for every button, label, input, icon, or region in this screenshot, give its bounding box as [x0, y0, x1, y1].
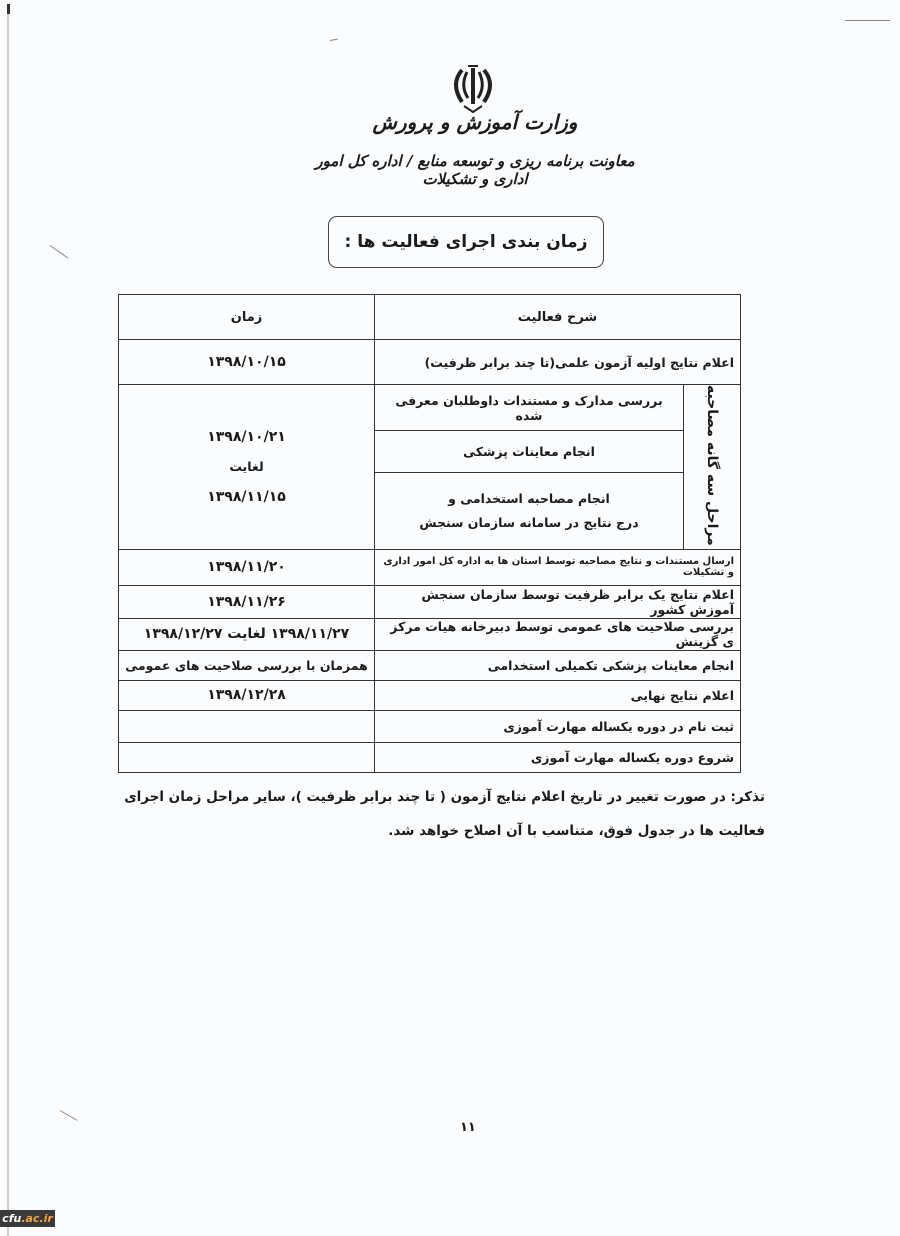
interview-until-label: لغایت [229, 458, 264, 474]
activity-cell: ثبت نام در دوره یکساله مهارت آموزی [375, 710, 741, 742]
time-cell: ۱۳۹۸/۱۲/۲۸ [119, 680, 375, 710]
table-row [119, 650, 741, 680]
activity-cell: بررسی مدارک و مستندات داوطلبان معرفی شده [375, 385, 684, 431]
note-paragraph [115, 780, 765, 848]
interview-from-date: ۱۳۹۸/۱۰/۲۱ [207, 428, 286, 445]
table-row [119, 680, 741, 710]
site-watermark: cfu .ac.ir [0, 1210, 55, 1227]
time-cell [119, 742, 375, 772]
table-row [119, 710, 741, 742]
note-text: در صورت تغییر در تاریخ اعلام نتایج آزمون ( تا چند برابر ظرفیت )، سایر مراحل زمان اجرای فعالیت ها در جدول فوق، متناسب با آن اصلاح خواهد شد. [124, 789, 765, 839]
header-activity: شرح فعالیت [375, 295, 741, 340]
interview-time-cell [119, 385, 375, 550]
scan-edge [7, 4, 9, 1236]
table-header-row [119, 295, 741, 340]
scan-mark [60, 1110, 78, 1121]
table-row [119, 340, 741, 385]
ministry-name: وزارت آموزش و پرورش [372, 110, 578, 134]
activity-cell: انجام معاینات پزشکی [375, 431, 684, 473]
scan-mark [845, 20, 890, 21]
table-row [119, 585, 741, 618]
activity-cell: انجام مصاحبه استخدامی و درج نتایج در سامانه سازمان سنجش [375, 473, 684, 550]
table-row [119, 618, 741, 650]
activity-cell: ارسال مستندات و نتایج مصاحبه توسط استان ها به اداره کل امور اداری و تشکیلات [375, 549, 741, 585]
schedule-table [118, 294, 741, 773]
table-row [119, 742, 741, 772]
scan-mark [330, 39, 338, 41]
time-cell: ۱۳۹۸/۱۰/۱۵ [119, 340, 375, 385]
interview-group-label: مراحل سه گانه مصاحبه [684, 385, 741, 550]
interview-to-date: ۱۳۹۸/۱۱/۱۵ [207, 488, 286, 505]
activity-cell: انجام معاینات پزشکی تکمیلی استخدامی [375, 650, 741, 680]
scan-mark [50, 245, 69, 258]
time-cell [119, 710, 375, 742]
activity-cell: اعلام نتایج نهایی [375, 680, 741, 710]
time-cell: ۱۳۹۸/۱۱/۲۰ [119, 549, 375, 585]
activity-cell: شروع دوره یکساله مهارت آموزی [375, 742, 741, 772]
page-number: ۱۱ [460, 1120, 476, 1135]
iran-emblem-icon [448, 62, 498, 114]
activity-cell: بررسی صلاحیت های عمومی توسط دبیرخانه هیات مرکز ی گزینش [375, 618, 741, 650]
activity-cell: اعلام نتایج اولیه آزمون علمی(تا چند برابر ظرفیت) [375, 340, 741, 385]
activity-cell: اعلام نتایج یک برابر ظرفیت توسط سازمان سنجش آموزش کشور [375, 585, 741, 618]
time-cell: همزمان با بررسی صلاحیت های عمومی [119, 650, 375, 680]
table-row [119, 385, 741, 431]
deputy-office-name: معاونت برنامه ریزی و توسعه منابع / اداره کل امور اداری و تشکیلات [315, 152, 635, 188]
section-title: زمان بندی اجرای فعالیت ها : [328, 216, 604, 268]
table-row [119, 549, 741, 585]
header-time: زمان [119, 295, 375, 340]
time-cell: ۱۳۹۸/۱۱/۲۶ [119, 585, 375, 618]
note-label: تذکر: [730, 789, 765, 805]
time-cell: ۱۳۹۸/۱۱/۲۷ لغایت ۱۳۹۸/۱۲/۲۷ [119, 618, 375, 650]
